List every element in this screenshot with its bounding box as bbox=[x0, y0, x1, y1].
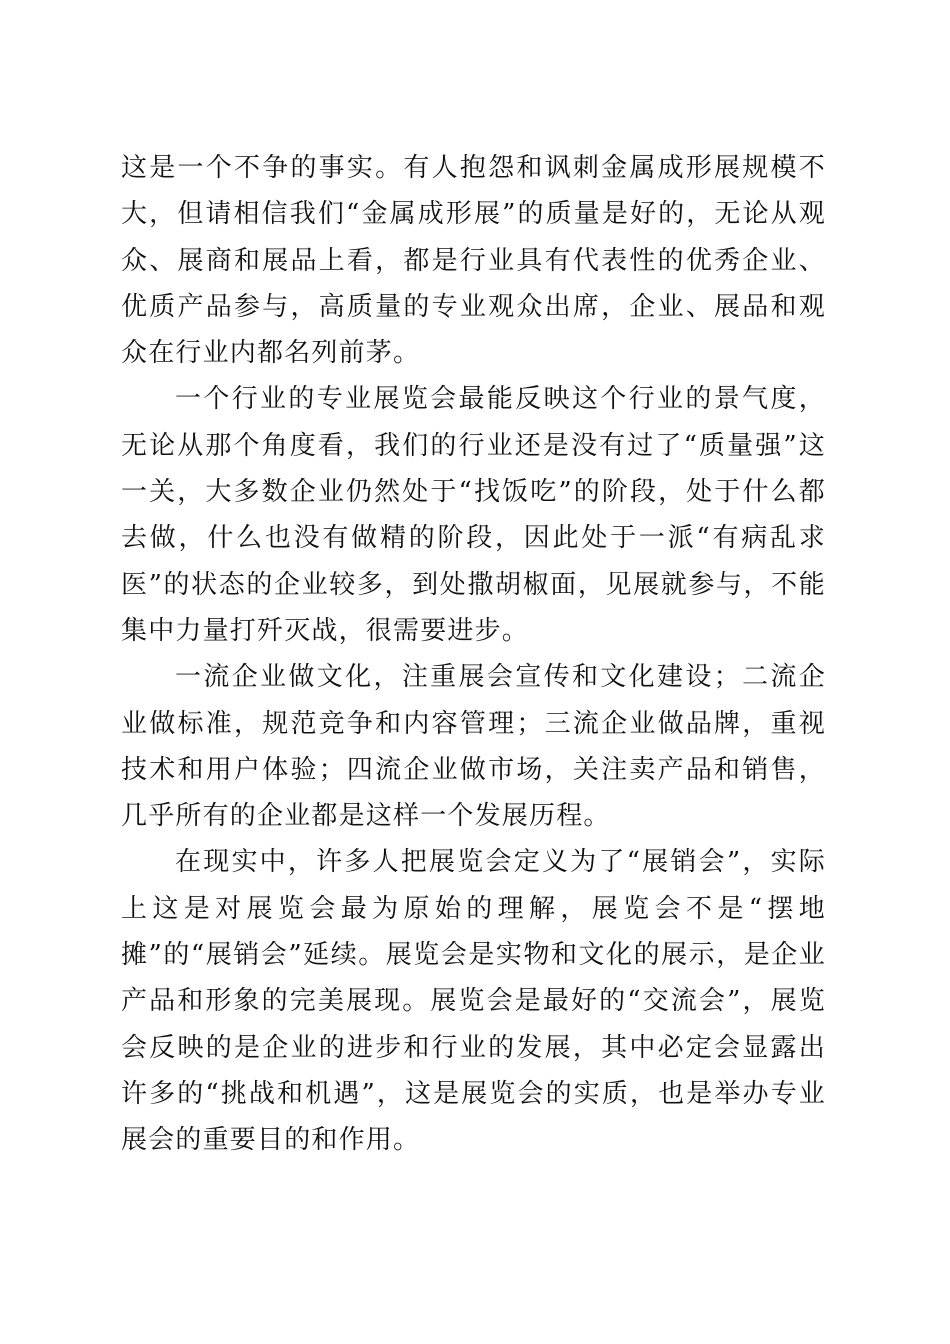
document-body bbox=[121, 145, 826, 1164]
paragraph-3: 一流企业做文化，注重展会宣传和文化建设；二流企业做标准，规范竞争和内容管理；三流企业做品牌，重视技术和用户体验；四流企业做市场，关注卖产品和销售，几乎所有的企业都是这样一个发展历程。 bbox=[121, 662, 826, 832]
paragraph-2: 一个行业的专业展览会最能反映这个行业的景气度，无论从那个角度看，我们的行业还是没有过了“质量强”这一关，大多数企业仍然处于“找饭吃”的阶段，处于什么都去做，什么也没有做精的阶段，因此处于一派“有病乱求医”的状态的企业较多，到处撒胡椒面，见展就参与，不能集中力量打歼灭战，很需要进步。 bbox=[121, 384, 826, 646]
paragraph-1: 这是一个不争的事实。有人抱怨和讽刺金属成形展规模不大，但请相信我们“金属成形展”的质量是好的，无论从观众、展商和展品上看，都是行业具有代表性的优秀企业、优质产品参与，高质量的专业观众出席，企业、展品和观众在行业内都名列前茅。 bbox=[121, 153, 826, 369]
paragraph-4: 在现实中，许多人把展览会定义为了“展销会”，实际上这是对展览会最为原始的理解，展览会不是“摆地摊”的“展销会”延续。展览会是实物和文化的展示，是企业产品和形象的完美展现。展览会是最好的“交流会”，展览会反映的是企业的进步和行业的发展，其中必定会显露出许多的“挑战和机遇”，这是展览会的实质，也是举办专业展会的重要目的和作用。 bbox=[121, 847, 826, 1156]
